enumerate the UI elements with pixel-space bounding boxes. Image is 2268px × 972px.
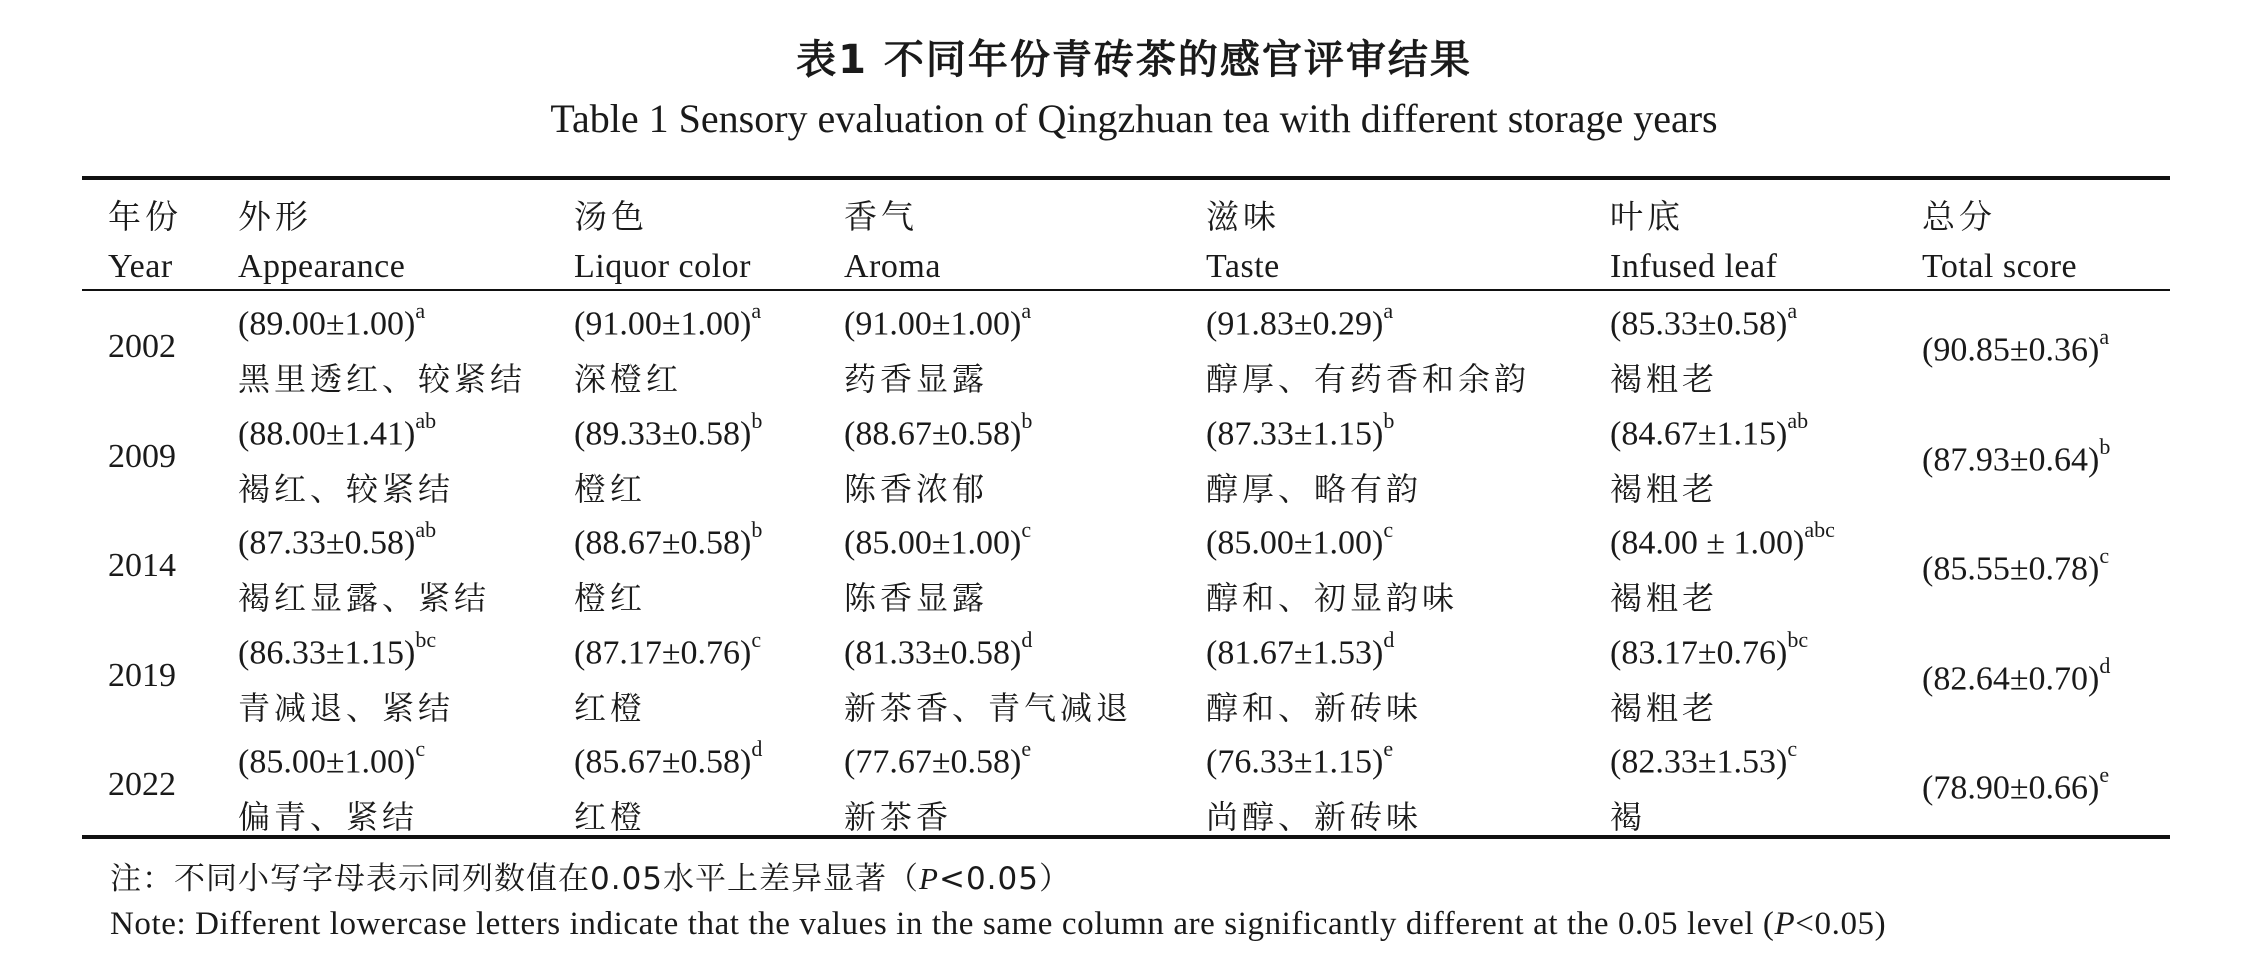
score-value: (87.17±0.76) <box>574 633 752 671</box>
significance-letter: b <box>1021 407 1033 433</box>
score-value: (82.33±1.53) <box>1610 743 1788 781</box>
header-year-zh: 年份 <box>108 197 182 236</box>
table-top-rule <box>82 176 2170 180</box>
taste-score <box>1206 517 1394 562</box>
leaf-score <box>1610 626 1809 672</box>
taste-description: 醇厚、有药香和余韵 <box>1206 360 1531 398</box>
score-value: (87.33±0.58) <box>238 524 416 562</box>
total-score-cell <box>1922 652 2111 698</box>
score-value: (87.33±1.15) <box>1206 414 1384 452</box>
score-value: (76.33±1.15) <box>1206 743 1384 781</box>
header-appearance-zh: 外形 <box>238 197 312 236</box>
liquor-score <box>574 407 763 453</box>
significance-letter: c <box>415 736 426 761</box>
total-score-cell <box>1922 324 2110 369</box>
total-score-cell <box>1922 433 2111 479</box>
table-title-chinese: 表1 不同年份青砖茶的感官评审结果 <box>796 37 1472 83</box>
appearance-score <box>238 626 437 672</box>
header-aroma-en: Aroma <box>844 248 941 285</box>
score-value: (85.55±0.78) <box>1922 550 2100 588</box>
taste-score <box>1206 736 1394 781</box>
taste-score <box>1206 626 1395 672</box>
header-liquor-color-zh: 汤色 <box>574 197 648 236</box>
score-value: (88.67±0.58) <box>574 524 752 562</box>
score-value: (81.67±1.53) <box>1206 633 1384 671</box>
significance-letter: a <box>1021 298 1032 323</box>
appearance-description: 褐红显露、紧结 <box>238 579 491 617</box>
score-value: (81.33±0.58) <box>844 633 1022 671</box>
significance-letter: e <box>1021 736 1032 761</box>
significance-letter: c <box>1787 736 1798 761</box>
liquor-description: 红橙 <box>574 798 647 836</box>
taste-description: 尚醇、新砖味 <box>1206 798 1423 836</box>
liquor-score <box>574 517 763 562</box>
score-value: (88.67±0.58) <box>844 414 1022 452</box>
header-taste-en: Taste <box>1206 248 1280 285</box>
year-cell: 2019 <box>108 656 176 694</box>
score-value: (89.00±1.00) <box>238 305 416 343</box>
header-infused-leaf-zh: 叶底 <box>1610 197 1684 236</box>
leaf-description: 褐 <box>1610 798 1647 836</box>
significance-letter: bc <box>1787 626 1809 652</box>
significance-letter: d <box>1383 626 1395 652</box>
score-value: (91.00±1.00) <box>844 305 1022 343</box>
leaf-description: 褐粗老 <box>1610 688 1719 727</box>
aroma-description: 陈香浓郁 <box>844 469 989 508</box>
significance-letter: a <box>1787 298 1798 323</box>
significance-letter: a <box>2099 324 2110 349</box>
score-value: (85.00±1.00) <box>1206 524 1384 562</box>
significance-letter: ab <box>415 407 437 433</box>
aroma-score <box>844 517 1032 562</box>
leaf-score <box>1610 407 1809 453</box>
leaf-description: 褐粗老 <box>1610 469 1719 508</box>
footnote-english: Note: Different lowercase letters indicate that the values in the same column are significantly different at the 0.05 level (P<0.05) <box>110 906 1887 942</box>
appearance-score <box>238 517 437 562</box>
score-value: (88.00±1.41) <box>238 414 416 452</box>
score-value: (89.33±0.58) <box>574 414 752 452</box>
leaf-score <box>1610 298 1798 343</box>
significance-letter: c <box>751 626 762 652</box>
score-value: (90.85±0.36) <box>1922 331 2100 369</box>
significance-letter: b <box>751 517 763 542</box>
score-value: (87.93±0.64) <box>1922 440 2100 478</box>
appearance-description: 黑里透红、较紧结 <box>238 360 527 398</box>
score-value: (91.83±0.29) <box>1206 305 1384 343</box>
aroma-description: 新茶香 <box>844 798 953 836</box>
significance-letter: e <box>1383 736 1394 761</box>
year-cell: 2009 <box>108 437 176 475</box>
significance-letter: ab <box>1787 407 1809 433</box>
year-cell: 2002 <box>108 328 176 365</box>
liquor-score <box>574 736 763 781</box>
appearance-description: 偏青、紧结 <box>238 798 419 836</box>
taste-description: 醇和、初显韵味 <box>1206 579 1459 617</box>
score-value: (85.00±1.00) <box>238 743 416 781</box>
significance-letter: e <box>2099 762 2110 787</box>
header-year-en: Year <box>108 248 173 285</box>
leaf-score <box>1610 517 1835 562</box>
header-appearance-en: Appearance <box>238 248 406 285</box>
header-taste-zh: 滋味 <box>1206 197 1280 236</box>
leaf-description: 褐粗老 <box>1610 360 1719 398</box>
liquor-description: 红橙 <box>574 688 647 727</box>
score-value: (85.33±0.58) <box>1610 305 1788 343</box>
significance-letter: b <box>1383 407 1395 433</box>
header-infused-leaf-en: Infused leaf <box>1610 248 1778 285</box>
total-score-cell <box>1922 543 2110 588</box>
significance-letter: ab <box>415 517 437 542</box>
significance-letter: d <box>2099 652 2111 678</box>
score-value: (82.64±0.70) <box>1922 659 2100 697</box>
leaf-score <box>1610 736 1798 781</box>
total-score-cell <box>1922 762 2110 807</box>
appearance-score <box>238 736 426 781</box>
footnote-chinese: 注：不同小写字母表示同列数值在0.05水平上差异显著（P<0.05） <box>110 861 1071 897</box>
liquor-score <box>574 298 762 343</box>
significance-letter: a <box>1383 298 1394 323</box>
aroma-description: 新茶香、青气减退 <box>844 688 1133 727</box>
significance-letter: c <box>1383 517 1394 542</box>
aroma-description: 药香显露 <box>844 360 989 398</box>
table-title-english: Table 1 Sensory evaluation of Qingzhuan tea with different storage years <box>550 96 1718 141</box>
header-total-score-zh: 总分 <box>1922 197 1996 236</box>
significance-letter: a <box>751 298 762 323</box>
table-header-rule <box>82 289 2170 291</box>
liquor-score <box>574 626 762 672</box>
liquor-description: 橙红 <box>574 469 647 508</box>
header-liquor-color-en: Liquor color <box>574 248 751 285</box>
liquor-description: 橙红 <box>574 579 647 617</box>
leaf-description: 褐粗老 <box>1610 579 1719 617</box>
significance-letter: d <box>751 736 763 761</box>
taste-score <box>1206 298 1394 343</box>
taste-description: 醇和、新砖味 <box>1206 688 1423 727</box>
score-value: (86.33±1.15) <box>238 633 416 671</box>
appearance-description: 褐红、较紧结 <box>238 469 455 508</box>
appearance-score <box>238 407 437 453</box>
significance-letter: d <box>1021 626 1033 652</box>
significance-letter: abc <box>1804 517 1835 542</box>
significance-letter: b <box>2099 433 2111 459</box>
significance-letter: b <box>751 407 763 433</box>
score-value: (83.17±0.76) <box>1610 633 1788 671</box>
significance-letter: c <box>2099 543 2110 568</box>
aroma-score <box>844 407 1033 453</box>
significance-letter: a <box>415 298 426 323</box>
appearance-description: 青减退、紧结 <box>238 688 455 727</box>
score-value: (85.67±0.58) <box>574 743 752 781</box>
appearance-score <box>238 298 426 343</box>
aroma-score <box>844 736 1032 781</box>
score-value: (77.67±0.58) <box>844 743 1022 781</box>
score-value: (84.00 ± 1.00) <box>1610 524 1805 562</box>
aroma-score <box>844 298 1032 343</box>
year-cell: 2014 <box>108 547 176 584</box>
taste-score <box>1206 407 1395 453</box>
significance-letter: c <box>1021 517 1032 542</box>
score-value: (91.00±1.00) <box>574 305 752 343</box>
aroma-score <box>844 626 1033 672</box>
header-aroma-zh: 香气 <box>844 197 918 236</box>
aroma-description: 陈香显露 <box>844 579 989 617</box>
score-value: (84.67±1.15) <box>1610 414 1788 452</box>
header-total-score-en: Total score <box>1922 248 2078 285</box>
taste-description: 醇厚、略有韵 <box>1206 469 1423 508</box>
score-value: (85.00±1.00) <box>844 524 1022 562</box>
liquor-description: 深橙红 <box>574 360 683 398</box>
year-cell: 2022 <box>108 766 176 803</box>
score-value: (78.90±0.66) <box>1922 769 2100 807</box>
significance-letter: bc <box>415 626 437 652</box>
